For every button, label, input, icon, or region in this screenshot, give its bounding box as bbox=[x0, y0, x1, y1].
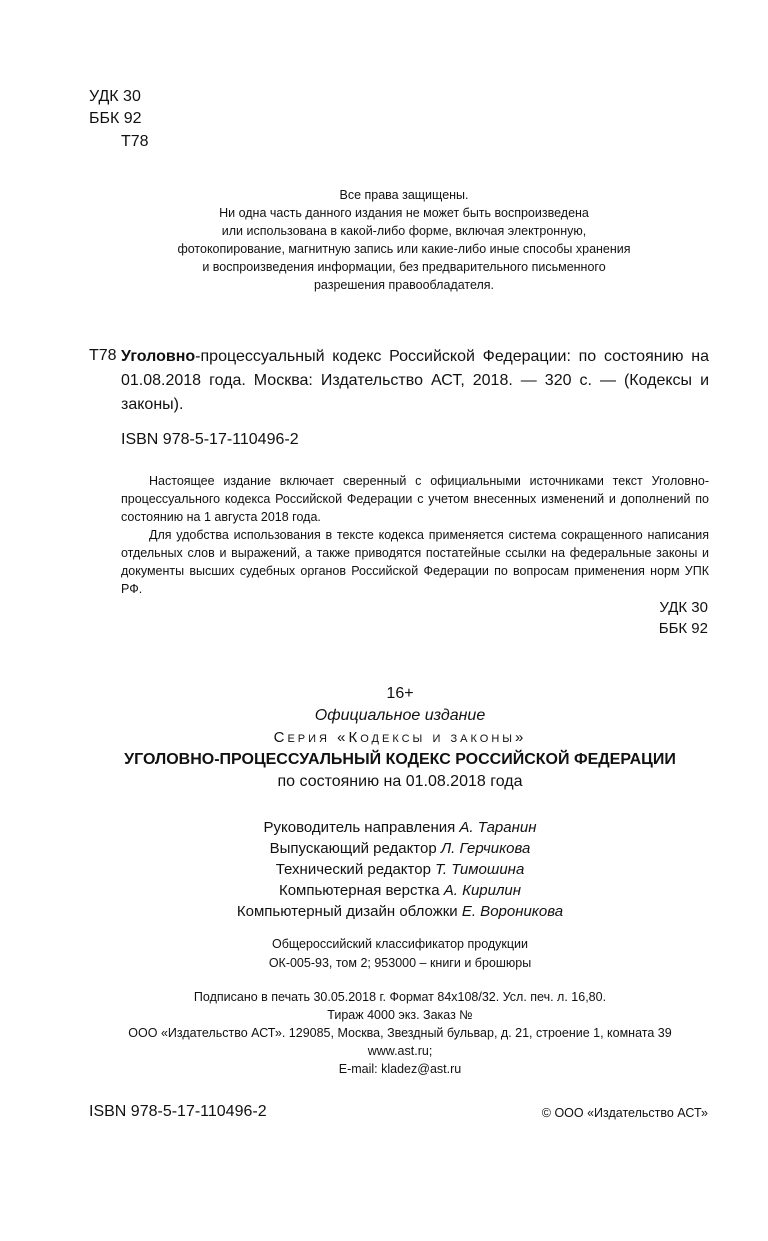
footer-isbn: ISBN 978-5-17-110496-2 bbox=[89, 1103, 267, 1120]
catalog-codes bbox=[659, 597, 708, 639]
print-info-line: E-mail: kladez@ast.ru bbox=[338, 1062, 462, 1076]
staff-role: Компьютерный дизайн обложки bbox=[236, 903, 462, 920]
staff-name: Л. Герчикова bbox=[440, 840, 531, 857]
staff-line bbox=[80, 838, 720, 859]
catalog-mark: Т78 bbox=[89, 347, 117, 364]
rights-line: или использована в какой-либо форме, включая электронную, bbox=[221, 224, 587, 238]
bbk-code: ББК 92 bbox=[89, 110, 142, 127]
staff-name: Е. Вороникова bbox=[461, 903, 564, 920]
udk-code: УДК 30 bbox=[89, 88, 141, 105]
catalog-entry bbox=[121, 345, 709, 417]
book-subtitle: по состоянию на 01.08.2018 года bbox=[277, 773, 523, 790]
classifier bbox=[80, 935, 720, 973]
staff-role: Технический редактор bbox=[275, 861, 436, 878]
classifier-line: Общероссийский классификатор продукции bbox=[271, 937, 529, 951]
book-title: УГОЛОВНО-ПРОЦЕССУАЛЬНЫЙ КОДЕКС РОССИЙСКОЙ ФЕДЕРАЦИИ bbox=[124, 751, 676, 768]
catalog-udk: УДК 30 bbox=[659, 599, 708, 616]
staff-role: Руководитель направления bbox=[263, 819, 460, 836]
official-edition-text: Официальное издание bbox=[314, 707, 486, 724]
staff-name: А. Таранин bbox=[459, 819, 537, 836]
catalog-isbn: ISBN 978-5-17-110496-2 bbox=[121, 431, 299, 448]
print-info-line: Тираж 4000 экз. Заказ № bbox=[327, 1008, 473, 1022]
print-info-line: Подписано в печать 30.05.2018 г. Формат 84x108/32. Усл. печ. л. 16,80. bbox=[193, 990, 607, 1004]
series-name: Серия «Кодексы и законы» bbox=[273, 729, 527, 746]
staff-role: Компьютерная верстка bbox=[278, 882, 444, 899]
staff-name: Т. Тимошина bbox=[435, 861, 525, 878]
footer-copyright: © ООО «Издательство АСТ» bbox=[541, 1106, 708, 1120]
rights-line: и воспроизведения информации, без предварительного письменного bbox=[202, 260, 606, 274]
print-info bbox=[80, 988, 720, 1078]
staff-line bbox=[80, 859, 720, 880]
rights-line: разрешения правообладателя. bbox=[313, 278, 495, 292]
rights-line: Все права защищены. bbox=[339, 188, 469, 202]
official-edition bbox=[80, 705, 720, 727]
catalog-title-bold: Уголовно bbox=[121, 348, 196, 365]
classifier-line: ОК-005-93, том 2; 953000 – книги и брошюры bbox=[268, 956, 532, 970]
staff-name: А. Кирилин bbox=[443, 882, 522, 899]
rights-notice bbox=[140, 186, 668, 294]
print-info-line: ООО «Издательство АСТ». 129085, Москва, Звездный бульвар, д. 21, строение 1, комната 39 bbox=[128, 1026, 672, 1040]
annotation-paragraph-1: Настоящее издание включает сверенный с официальными источниками текст Уголовно-процессуального кодекса Российской Федерации с учетом внесенных изменений и дополнений по состоянию на 1 августа 2018 года. bbox=[121, 474, 709, 524]
staff-role: Выпускающий редактор bbox=[269, 840, 441, 857]
annotation bbox=[121, 472, 709, 598]
catalog-title-rest: -процессуальный кодекс Российской Федерации: по состоянию на 01.08.2018 года. Москва: Издательство АСТ, 2018. — 320 с. — (Кодексы и законы). bbox=[121, 348, 709, 413]
catalog-bbk: ББК 92 bbox=[658, 620, 708, 637]
imprint bbox=[80, 683, 720, 793]
age-rating: 16+ bbox=[386, 685, 414, 702]
rights-line: Ни одна часть данного издания не может быть воспроизведена bbox=[219, 206, 589, 220]
staff-line bbox=[80, 817, 720, 838]
rights-line: фотокопирование, магнитную запись или какие-либо иные способы хранения bbox=[177, 242, 631, 256]
annotation-paragraph-2: Для удобства использования в тексте кодекса применяется система сокращенного написания отдельных слов и выражений, а также приводятся постатейные ссылки на федеральные законы и документы высших судебных органов Российской Федерации по вопросам применения норм УПК РФ. bbox=[121, 528, 709, 596]
staff-line bbox=[80, 901, 720, 922]
staff-list bbox=[80, 817, 720, 922]
author-mark: Т78 bbox=[121, 133, 149, 150]
staff-line bbox=[80, 880, 720, 901]
print-info-line: www.ast.ru; bbox=[367, 1044, 433, 1058]
